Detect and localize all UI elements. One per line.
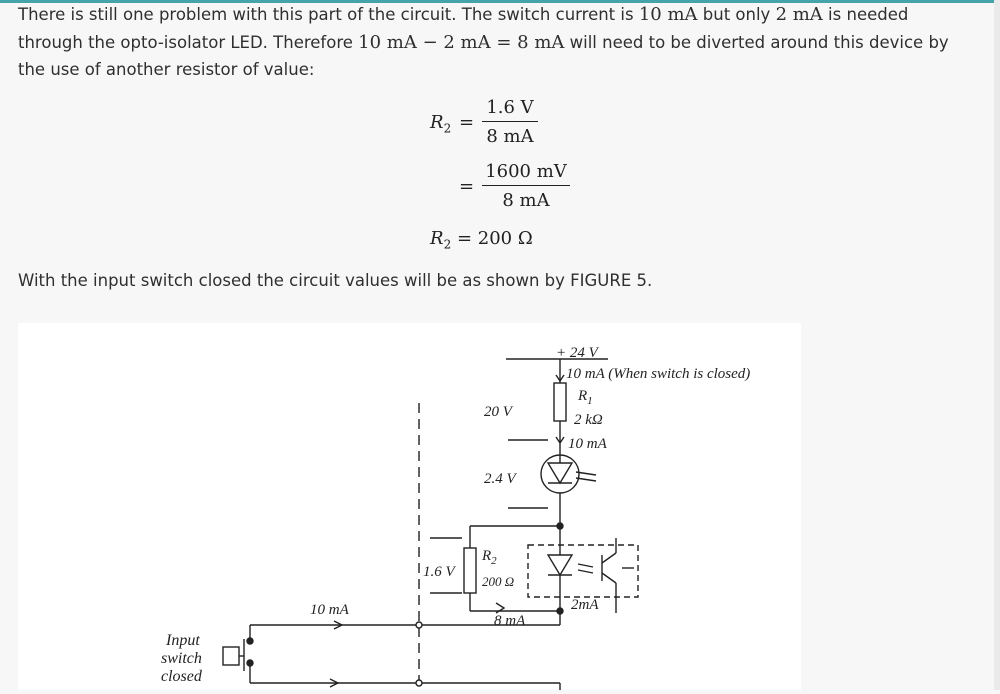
fraction-1-denominator: 8 mA xyxy=(486,126,534,148)
paragraph-text: but only xyxy=(697,5,776,24)
label-r2-value: 200 Ω xyxy=(482,574,515,589)
figure-reference-paragraph: With the input switch closed the circuit values will be as shown by FIGURE 5. xyxy=(18,271,653,290)
label-r2: $R_2$ xyxy=(482,548,497,567)
paragraph-text: will need to be diverted around this device by the use of another resistor of value: xyxy=(18,32,949,79)
label-supply: + 24 V xyxy=(556,345,598,361)
intro-paragraph xyxy=(18,1,978,84)
circuit-figure xyxy=(18,323,801,690)
inline-math: 2 mA xyxy=(775,4,823,25)
scrollbar-track[interactable] xyxy=(994,0,1000,690)
paragraph-text: is needed through the opto-isolator LED. Therefore xyxy=(18,5,909,52)
fraction-2-numerator: 1600 mV xyxy=(485,161,567,182)
fraction-1 xyxy=(482,97,538,147)
equals-sign-2: = xyxy=(459,176,475,197)
label-switch-2: switch xyxy=(161,650,202,667)
label-voltage-r1: 20 V xyxy=(484,404,512,420)
fraction-2-denominator: 8 mA xyxy=(502,190,550,212)
equals-sign-1: = xyxy=(459,112,475,133)
label-r1: $R_1$ xyxy=(578,388,593,407)
equation-result: $R_2 = 200$ Ω xyxy=(430,228,533,252)
r1-resistor xyxy=(554,383,566,421)
label-voltage-r2: 1.6 V xyxy=(423,564,455,580)
label-voltage-led: 2.4 V xyxy=(484,471,516,487)
label-switch-1: Input xyxy=(166,632,200,649)
label-r1-value: 2 kΩ xyxy=(574,412,603,428)
inline-math: 10 mA − 2 mA = 8 mA xyxy=(358,31,565,53)
label-current-r1: 10 mA xyxy=(568,436,607,452)
fraction-1-numerator: 1.6 V xyxy=(486,97,534,118)
label-current-r2: 8 mA xyxy=(494,613,526,629)
paragraph-text: There is still one problem with this part of the circuit. The switch current is xyxy=(18,5,639,24)
label-supply-current: 10 mA (When switch is closed) xyxy=(566,366,751,382)
fraction-2 xyxy=(482,161,570,211)
circuit-diagram xyxy=(18,323,801,690)
inline-math: 10 mA xyxy=(638,4,698,25)
label-current-return: 10 mA xyxy=(310,602,349,618)
r2-resistor xyxy=(464,548,476,593)
equation-lhs-1: $R_2$ xyxy=(430,112,452,136)
label-current-opto: 2mA xyxy=(571,597,599,613)
label-switch-3: closed xyxy=(161,668,202,685)
